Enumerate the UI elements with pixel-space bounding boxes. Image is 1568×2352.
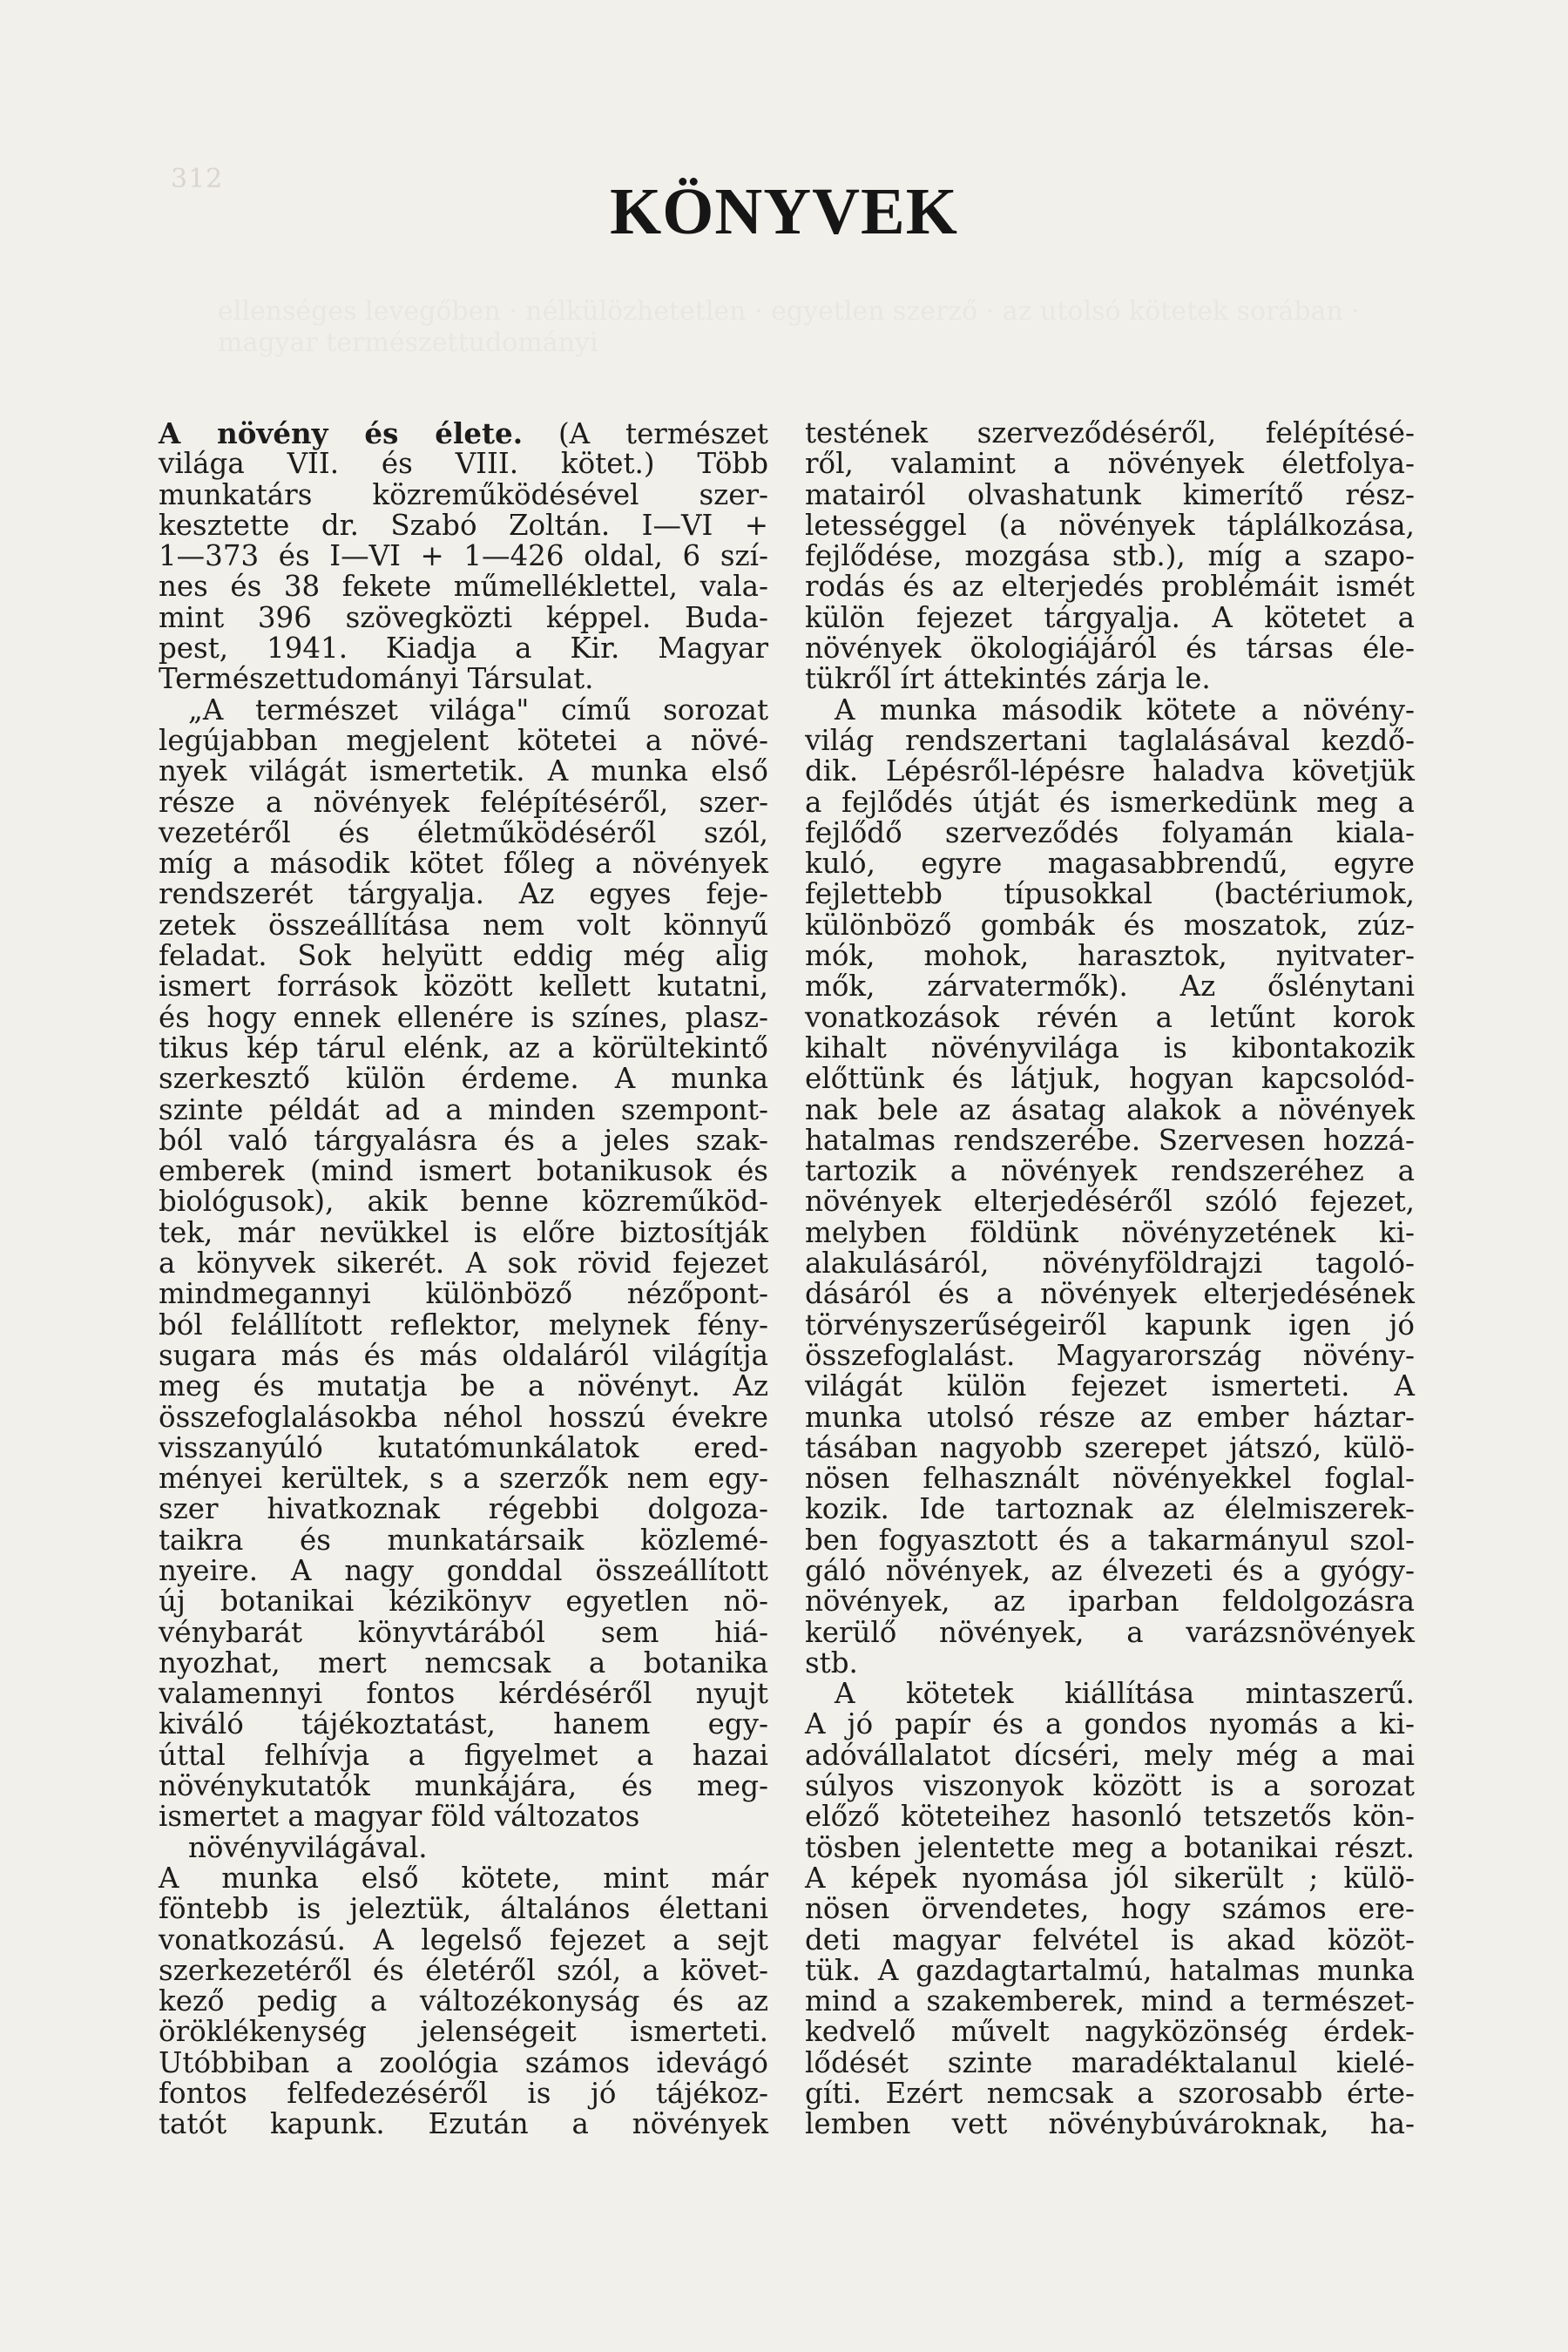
right-column-line: gíti. Ezért nemcsak a szorosabb érte- — [805, 2077, 1415, 2111]
left-column-line: vezetéről és életműködéséről szól, — [159, 815, 768, 849]
right-column-line: adóvállalatot dícséri, mely még a mai — [805, 1738, 1415, 1772]
right-column-line: fejlődése, mozgása stb.), míg a szapo- — [805, 539, 1415, 573]
right-column-line: deti magyar felvétel is akad közöt- — [805, 1923, 1415, 1957]
left-column-line: „A természet világa" című sorozat — [188, 693, 768, 727]
left-column-line: mint 396 szövegközti képpel. Buda- — [159, 600, 768, 634]
right-column-line: kedvelő művelt nagyközönség érdek- — [805, 2015, 1415, 2049]
left-column-line: A növény és élete. (A természet — [159, 416, 768, 450]
left-column-line: ményei kerültek, s a szerzők nem egy- — [159, 1462, 768, 1496]
right-column-line: munka utolsó része az ember háztar- — [805, 1400, 1415, 1434]
left-column-line: tikus kép tárul elénk, az a körültekintő — [159, 1031, 768, 1064]
right-column-line: A képek nyomása jól sikerült ; külö- — [805, 1861, 1415, 1895]
left-column-line: A munka első kötete, mint már — [159, 1861, 768, 1895]
left-column-line: meg és mutatja be a növényt. Az — [159, 1369, 768, 1403]
right-column-line: nösen örvendetes, hogy számos ere- — [805, 1892, 1415, 1926]
right-column-line: tösben jelentette meg a botanikai részt. — [805, 1830, 1415, 1864]
right-column-line: világ rendszertani taglalásával kezdő- — [805, 723, 1415, 757]
left-column-line: vénybarát könyvtárából sem hiá- — [159, 1615, 768, 1649]
left-column-line: tatót kapunk. Ezután a növények — [159, 2107, 768, 2141]
left-column-line: ból felállított reflektor, melynek fény- — [159, 1308, 768, 1342]
left-column-line: taikra és munkatársaik közlemé- — [159, 1523, 768, 1557]
page-number: 312 — [171, 164, 224, 194]
right-column-line: mők, zárvatermők). Az őslénytani — [805, 970, 1415, 1004]
left-column-line: öröklékenység jelenségeit ismerteti. — [159, 2015, 768, 2049]
right-column-line: kozik. Ide tartoznak az élelmiszerek- — [805, 1492, 1415, 1526]
left-column-line: vonatkozású. A legelső fejezet a sejt — [159, 1923, 768, 1957]
left-column-line: Utóbbiban a zoológia számos idevágó — [159, 2045, 768, 2079]
left-column-line: növénykutatók munkájára, és meg- — [159, 1769, 768, 1803]
right-column-line: ről, valamint a növények életfolya- — [805, 447, 1415, 481]
right-column-line: A kötetek kiállítása mintaszerű. — [835, 1677, 1415, 1711]
left-column-line: része a növények felépítéséről, szer- — [159, 785, 768, 819]
right-column-line: fejlődő szerveződés folyamán kiala- — [805, 815, 1415, 849]
right-column-line: testének szerveződéséről, felépítésé- — [805, 416, 1415, 449]
left-column — [159, 418, 768, 2140]
left-column-line: szer hivatkoznak régebbi dolgoza- — [159, 1492, 768, 1526]
left-column-line: visszanyúló kutatómunkálatok ered- — [159, 1430, 768, 1464]
right-column-line: letességgel (a növények táplálkozása, — [805, 508, 1415, 542]
right-column-line: tük. A gazdagtartalmú, hatalmas munka — [805, 1953, 1415, 1987]
right-column-line: kerülő növények, a varázsnövények — [805, 1615, 1415, 1649]
left-column-line: Természettudományi Társulat. — [159, 662, 594, 696]
right-column-line: A jó papír és a gondos nyomás a ki- — [805, 1707, 1415, 1741]
left-column-line: szerkezetéről és életéről szól, a követ- — [159, 1953, 768, 1987]
right-column-line: lődését szinte maradéktalanul kielé- — [805, 2045, 1415, 2079]
left-column-line: nyeire. A nagy gonddal összeállított — [159, 1553, 768, 1587]
right-column-line: törvényszerűségeiről kapunk igen jó — [805, 1308, 1415, 1342]
right-column-line: kuló, egyre magasabbrendű, egyre — [805, 847, 1415, 881]
right-column-line: tartozik a növények rendszeréhez a — [805, 1154, 1415, 1188]
right-column-line: növények, az iparban feldolgozásra — [805, 1585, 1415, 1619]
left-column-line: új botanikai kézikönyv egyetlen nö- — [159, 1585, 768, 1619]
right-column-line: matairól olvashatunk kimerítő rész- — [805, 477, 1415, 511]
left-column-line: fontos felfedezéséről is jó tájékoz- — [159, 2077, 768, 2111]
left-column-line: pest, 1941. Kiadja a Kir. Magyar — [159, 632, 768, 666]
left-column-line: biológusok), akik benne közreműköd- — [159, 1185, 768, 1219]
left-column-line: zetek összeállítása nem volt könnyű — [159, 908, 768, 942]
left-column-line: ismertet a magyar föld változatos — [159, 1800, 640, 1834]
right-column-line: előző köteteihez hasonló tetszetős kön- — [805, 1800, 1415, 1834]
right-column-line: a fejlődés útját és ismerkedünk meg a — [805, 785, 1415, 819]
right-column-line: dik. Lépésről-lépésre haladva követjük — [805, 754, 1415, 788]
right-column-line: vonatkozások révén a letűnt korok — [805, 1000, 1415, 1034]
left-column-line: sugara más és más oldaláról világítja — [159, 1338, 768, 1372]
left-column-line: legújabban megjelent kötetei a növé- — [159, 723, 768, 757]
left-column-line: úttal felhívja a figyelmet a hazai — [159, 1738, 768, 1772]
left-column-line: összefoglalásokba néhol hosszú évekre — [159, 1400, 768, 1434]
book-title: A növény és élete. — [159, 416, 524, 450]
left-column-line: és hogy ennek ellenére is színes, plasz- — [159, 1000, 768, 1034]
right-column-line: gáló növények, az élvezeti és a gyógy- — [805, 1553, 1415, 1587]
left-column-line: kiváló tájékoztatást, hanem egy- — [159, 1707, 768, 1741]
left-column-line: szerkesztő külön érdeme. A munka — [159, 1062, 768, 1096]
left-column-line: föntebb is jeleztük, általános élettani — [159, 1892, 768, 1926]
right-column-line: nösen felhasznált növényekkel foglal- — [805, 1462, 1415, 1496]
right-column-line: különböző gombák és moszatok, zúz- — [805, 908, 1415, 942]
left-column-line: növényvilágával. — [188, 1830, 428, 1864]
right-column-line: súlyos viszonyok között is a sorozat — [805, 1769, 1415, 1803]
right-column-line: tükről írt áttekintés zárja le. — [805, 662, 1211, 696]
right-column — [805, 418, 1415, 2140]
left-column-line: 1—373 és I—VI + 1—426 oldal, 6 szí- — [159, 539, 768, 573]
right-column-line: melyben földünk növényzetének ki- — [805, 1215, 1415, 1249]
right-column-line: tásában nagyobb szerepet játszó, külö- — [805, 1430, 1415, 1464]
left-column-line: ismert források között kellett kutatni, — [159, 970, 768, 1004]
right-column-line: lemben vett növénybúvároknak, ha- — [805, 2107, 1415, 2141]
left-column-line: nyozhat, mert nemcsak a botanika — [159, 1646, 768, 1680]
left-column-line: tek, már nevükkel is előre biztosítják — [159, 1215, 768, 1249]
right-column-line: stb. — [805, 1646, 858, 1680]
right-column-line: alakulásáról, növényföldrajzi tagoló- — [805, 1247, 1415, 1281]
left-column-line: szinte példát ad a minden szempont- — [159, 1092, 768, 1126]
bleed-through-text — [218, 296, 1385, 383]
left-column-line: ból való tárgyalásra és a jeles szak- — [159, 1123, 768, 1157]
page-title: KÖNYVEK — [610, 175, 958, 248]
right-column-line: hatalmas rendszerébe. Szervesen hozzá- — [805, 1123, 1415, 1157]
left-column-line: kesztette dr. Szabó Zoltán. I—VI + — [159, 508, 768, 542]
left-column-line: valamennyi fontos kérdéséről nyujt — [159, 1677, 768, 1711]
left-column-line: nyek világát ismertetik. A munka első — [159, 754, 768, 788]
right-column-line: mók, mohok, harasztok, nyitvater- — [805, 939, 1415, 973]
left-column-line: míg a második kötet főleg a növények — [159, 847, 768, 881]
right-column-line: összefoglalást. Magyarország növény- — [805, 1338, 1415, 1372]
left-column-line: világa VII. és VIII. kötet.) Több — [159, 447, 768, 481]
right-column-line: nak bele az ásatag alakok a növények — [805, 1092, 1415, 1126]
left-column-line: kező pedig a változékonyság és az — [159, 1984, 768, 2018]
right-column-line: előttünk és látjuk, hogyan kapcsolód- — [805, 1062, 1415, 1096]
right-column-line: kihalt növényvilága is kibontakozik — [805, 1031, 1415, 1064]
right-column-line: külön fejezet tárgyalja. A kötetet a — [805, 600, 1415, 634]
left-column-line: rendszerét tárgyalja. Az egyes feje- — [159, 877, 768, 911]
right-column-line: mind a szakemberek, mind a természet- — [805, 1984, 1415, 2018]
left-column-line: munkatárs közreműködésével szer- — [159, 477, 768, 511]
right-column-line: A munka második kötete a növény- — [835, 693, 1415, 727]
left-column-line: mindmegannyi különböző nézőpont- — [159, 1277, 768, 1311]
right-column-line: ben fogyasztott és a takarmányul szol- — [805, 1523, 1415, 1557]
right-column-line: rodás és az elterjedés problémáit ismét — [805, 570, 1415, 604]
right-column-line: fejlettebb típusokkal (bactériumok, — [805, 877, 1415, 911]
left-column-line: feladat. Sok helyütt eddig még alig — [159, 939, 768, 973]
right-column-line: növények ökologiájáról és társas éle- — [805, 632, 1415, 666]
right-column-line: világát külön fejezet ismerteti. A — [805, 1369, 1415, 1403]
right-column-line: növények elterjedéséről szóló fejezet, — [805, 1185, 1415, 1219]
left-column-line: nes és 38 fekete műmelléklettel, vala- — [159, 570, 768, 604]
left-column-line: emberek (mind ismert botanikusok és — [159, 1154, 768, 1188]
right-column-line: dásáról és a növények elterjedésének — [805, 1277, 1415, 1311]
left-column-line: a könyvek sikerét. A sok rövid fejezet — [159, 1247, 768, 1281]
